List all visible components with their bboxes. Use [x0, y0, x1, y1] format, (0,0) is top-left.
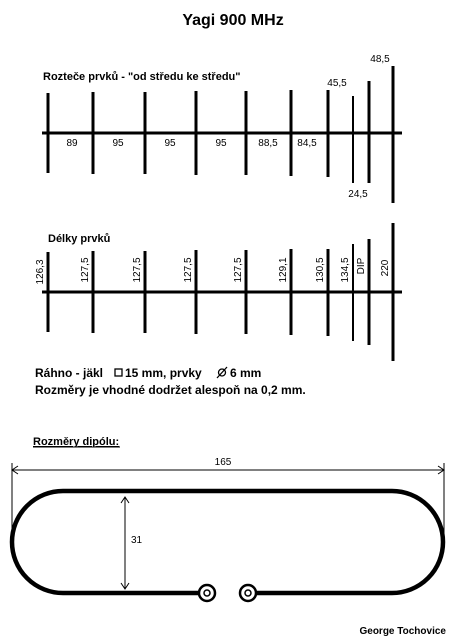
spacing-gap-label-4: 95 [215, 138, 227, 149]
lengths-heading: Délky prvků [48, 233, 111, 245]
diameter-symbol-icon [217, 367, 227, 378]
dipole-width-label: 165 [214, 457, 232, 468]
lengths-label-4: 127,5 [183, 257, 194, 283]
lengths-label-3: 127,5 [132, 257, 143, 283]
spacing-gap-label-5: 88,5 [258, 138, 278, 149]
square-symbol-icon [115, 369, 122, 376]
spacing-gap-label-1: 89 [66, 138, 78, 149]
spacing-lower-label-1: 24,5 [348, 189, 368, 200]
spacing-gap-label-6: 84,5 [297, 138, 317, 149]
lengths-label-7: 130,5 [315, 257, 326, 283]
dipole-height-label: 31 [131, 535, 143, 546]
feed-terminal-left [199, 585, 215, 601]
dipole-loop [12, 491, 443, 593]
spacing-upper-label-2: 48,5 [370, 54, 390, 65]
note-line-1-middle: 15 mm, prvky [125, 366, 202, 380]
note-line-2: Rozměry je vhodné dodržet alespoň na 0,2 mm. [35, 383, 306, 397]
spacing-gap-label-2: 95 [112, 138, 124, 149]
dipole-heading: Rozměry dipólu: [33, 436, 120, 448]
lengths-label-8: 134,5 [340, 257, 351, 283]
lengths-label-9: DIP [356, 257, 367, 275]
lengths-label-5: 127,5 [233, 257, 244, 283]
lengths-label-1: 126,3 [35, 259, 46, 285]
spacing-heading: Rozteče prvků - "od středu ke středu" [43, 71, 241, 83]
lengths-label-10: 220 [380, 259, 391, 277]
note-line-1-suffix: 6 mm [230, 366, 262, 380]
note-line-1-prefix: Ráhno - jäkl [35, 366, 104, 380]
lengths-label-2: 127,5 [80, 257, 91, 283]
feed-terminal-right [240, 585, 256, 601]
spacing-gap-label-3: 95 [164, 138, 176, 149]
diagram-title: Yagi 900 MHz [182, 12, 284, 29]
spacing-boom-group [42, 66, 402, 203]
spacing-upper-label-1: 45,5 [327, 78, 347, 89]
lengths-label-6: 129,1 [278, 257, 289, 283]
author-credit: George Tochovice [359, 626, 446, 637]
